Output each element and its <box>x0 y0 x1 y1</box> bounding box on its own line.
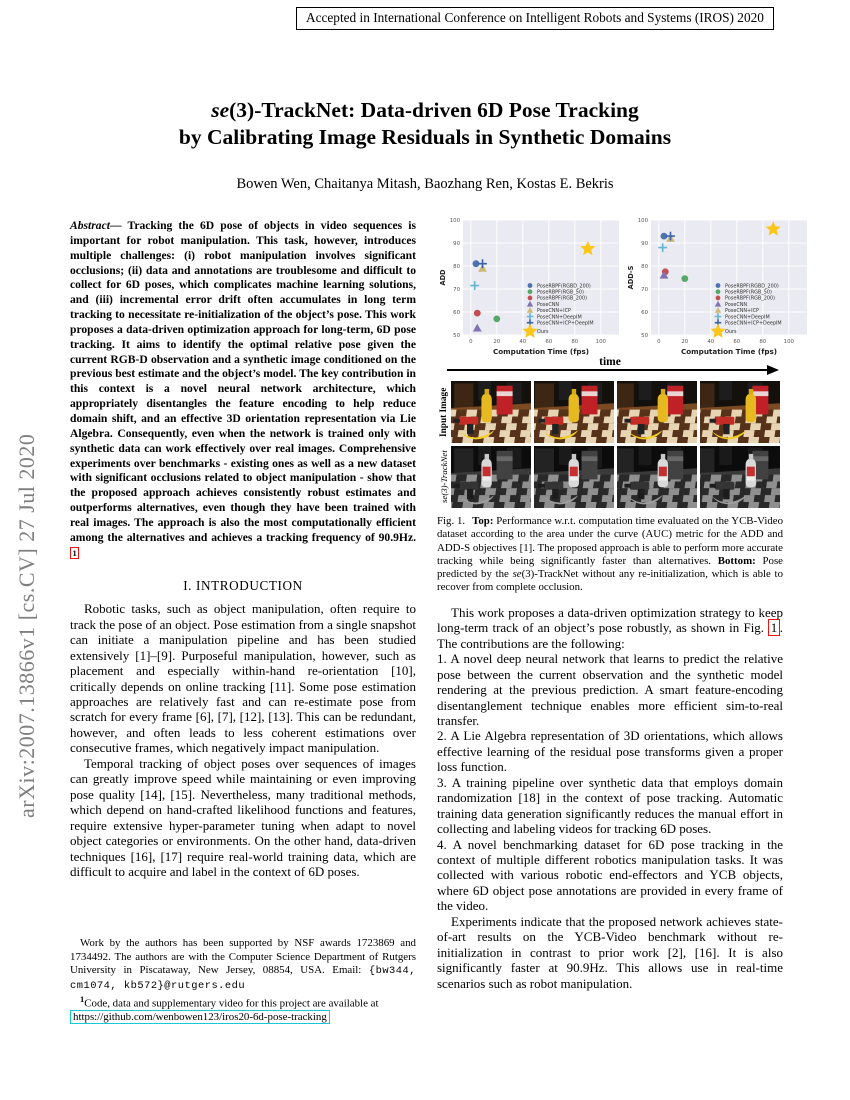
svg-text:PoseRBPF(RGB_200): PoseRBPF(RGB_200) <box>725 295 775 302</box>
figure-frame <box>700 381 780 443</box>
right-column-text <box>437 605 783 991</box>
svg-text:PoseRBPF(RGB_50): PoseRBPF(RGB_50) <box>537 289 584 296</box>
figure-frame <box>617 446 697 508</box>
svg-text:PoseCNN+ICP+DeepIM: PoseCNN+ICP+DeepIM <box>537 320 594 327</box>
svg-text:80: 80 <box>453 264 460 270</box>
abstract-label: Abstract— <box>70 219 122 232</box>
contribution-4: 4. A novel benchmarking dataset for 6D pose tracking in the context of multiple different robotics manipulation tasks. It was collected with various robotic end-effectors and YCB objects, where 6D object pose annotations are provided in every frame of the video. <box>437 836 783 914</box>
svg-text:PoseCNN: PoseCNN <box>725 301 748 308</box>
svg-text:Computation Time (fps): Computation Time (fps) <box>680 347 778 356</box>
svg-text:70: 70 <box>641 287 648 293</box>
abstract <box>70 219 416 565</box>
intro-paragraph-2: Temporal tracking of object poses over sequences of images can greatly improve speed while maintaining or even improving pose quality [14], [15]. Nevertheless, many traditional methods, which depend on hand-crafted likelihood functions and features, require extensive hyper-parameter tuning when adapt to novel object categories or environments. On the other hand, data-driven techniques [16], [17] require real-world training data, which are difficult to acquire and label in the context of 6D poses. <box>70 755 416 879</box>
figure-frame <box>451 446 531 508</box>
svg-text:80: 80 <box>571 339 579 345</box>
svg-text:20: 20 <box>681 339 689 345</box>
svg-text:ADD: ADD <box>439 269 447 286</box>
svg-text:PoseCNN+DeepIM: PoseCNN+DeepIM <box>537 314 582 321</box>
accepted-banner: Accepted in International Conference on Intelligent Robots and Systems (IROS) 2020 <box>296 7 774 30</box>
input-image-strip <box>437 381 783 443</box>
authors-line: Bowen Wen, Chaitanya Mitash, Baozhang Ren, Kostas E. Bekris <box>236 176 614 192</box>
svg-text:100: 100 <box>783 339 794 345</box>
figure-frame <box>700 446 780 508</box>
left-column <box>70 219 416 879</box>
svg-text:ADD-S: ADD-S <box>627 265 635 290</box>
svg-text:60: 60 <box>641 310 648 316</box>
svg-text:70: 70 <box>453 287 460 293</box>
svg-text:PoseRBPF(RGB_50): PoseRBPF(RGB_50) <box>725 289 772 296</box>
svg-text:80: 80 <box>641 264 648 270</box>
paper-title-line2: by Calibrating Image Residuals in Synthetic Domains <box>178 125 672 149</box>
input-image-frames <box>451 381 780 443</box>
input-photo-frame <box>534 381 614 443</box>
paper-title-line1: se(3)-TrackNet: Data-driven 6D Pose Tracking <box>211 98 639 122</box>
tracknet-render-frame <box>451 446 531 508</box>
svg-text:40: 40 <box>519 339 527 345</box>
svg-text:90: 90 <box>453 241 460 247</box>
input-photo-frame <box>617 381 697 443</box>
svg-text:PoseCNN: PoseCNN <box>537 301 560 308</box>
chart-add <box>437 213 625 359</box>
svg-text:20: 20 <box>493 339 501 345</box>
time-arrow <box>441 360 779 376</box>
se3-math: se <box>211 98 230 122</box>
svg-text:PoseRBPF(RGBD_200): PoseRBPF(RGBD_200) <box>725 283 779 290</box>
figure-frame <box>451 381 531 443</box>
input-image-label: Input Image <box>439 387 449 437</box>
right-column <box>437 213 794 991</box>
svg-text:60: 60 <box>733 339 741 345</box>
abstract-footnote-marker: 1 <box>70 547 79 559</box>
figure-frame <box>534 381 614 443</box>
svg-text:100: 100 <box>449 218 460 224</box>
footnote-block <box>70 937 416 1025</box>
experiments-paragraph: Experiments indicate that the proposed network achieves state-of-art results on the YCB-Video benchmark without re-initialization in contrast to prior work [2], [16]. It is also significantly faster at 90.9Hz. This allows use in real-time scenarios such as robot manipulation. <box>437 913 783 991</box>
svg-text:Ours: Ours <box>537 329 549 336</box>
svg-text:Ours: Ours <box>725 329 737 336</box>
footnote-code: $^1$Code, data and supplementary video for this project are available at https://github.com/wenbowen123/iros20-6d-pose-tracking <box>70 993 416 1025</box>
svg-text:PoseCNN+DeepIM: PoseCNN+DeepIM <box>725 314 770 321</box>
svg-text:PoseCNN+ICP+DeepIM: PoseCNN+ICP+DeepIM <box>725 320 782 327</box>
figure-frame <box>534 446 614 508</box>
contribution-1: 1. A novel deep neural network that learns to predict the relative pose between the current observation and the synthetic model rendering at the previous prediction. A smart feature-encoding disentanglement technique enables more efficient sim-to-real transfer. <box>437 651 783 728</box>
svg-text:PoseRBPF(RGBD_200): PoseRBPF(RGBD_200) <box>537 283 591 290</box>
svg-text:100: 100 <box>637 218 648 224</box>
email-text: {bw344, cm1074, kb572}@rutgers.edu <box>70 965 416 992</box>
tracknet-render-frame <box>617 446 697 508</box>
contribution-2: 2. A Lie Algebra representation of 3D orientations, which allows effective learning of the residual pose transforms given a proper loss function. <box>437 728 783 775</box>
fig1-reference[interactable]: 1 <box>768 619 780 636</box>
tracknet-frames <box>451 446 780 508</box>
arxiv-sidebar-text: arXiv:2007.13866v1 [cs.CV] 27 Jul 2020 <box>14 433 39 818</box>
input-photo-frame <box>700 381 780 443</box>
svg-text:40: 40 <box>707 339 715 345</box>
svg-text:PoseCNN+ICP: PoseCNN+ICP <box>537 308 571 315</box>
tracknet-label: se(3)-TrackNet <box>439 450 449 504</box>
svg-text:PoseCNN+ICP: PoseCNN+ICP <box>725 308 759 315</box>
contributions-intro: This work proposes a data-driven optimization strategy to keep long-term track of an object’s pose robustly, as shown in Fig. 1 . The contributions are the following: <box>437 604 783 651</box>
caption-fig-label: Fig. 1. <box>437 515 466 527</box>
svg-text:90: 90 <box>641 241 648 247</box>
figure1-charts <box>437 213 813 359</box>
section-heading-introduction: I. INTRODUCTION <box>183 578 303 594</box>
svg-text:100: 100 <box>595 339 606 345</box>
intro-paragraph-1: Robotic tasks, such as object manipulation, often require to track the pose of an object. Pose estimation from a single snapshot can initiate a manipulation pipeline and has been studied extensively [1]–[9]. Purposeful manipulation, however, such as placement and especially within-hand re-orientation [10], critically depends on online tracking [11]. Some pose estimation approaches are relatively fast and can re-estimate pose from scratch for every frame [6], [7], [12], [13]. This can be redundant, however, and often leads to less coherent estimations over consecutive frames, which negatively impact manipulation. <box>70 601 416 756</box>
svg-text:0: 0 <box>469 339 473 345</box>
svg-text:50: 50 <box>641 333 648 339</box>
figure-frame <box>617 381 697 443</box>
tracknet-strip <box>437 446 783 508</box>
abstract-text: Tracking the 6D pose of objects in video sequences is important for robot manipulation. This task, however, introduces multiple challenges: (i) robot manipulation involves significant occlusions; (ii) data and annotations are troublesome and difficult to collect for 6D poses, which complicates machine learning solutions, and (iii) incremental error drift often accumulates in long term tracking to necessitate re-initialization of the object’s pose. This work proposes a data-driven optimization approach for long-term, 6D pose tracking. It aims to identify the optimal relative pose given the current RGB-D observation and a synthetic image conditioned on the previous best estimate and the object’s model. The key contribution in this context is a novel neural network architecture, which appropriately disentangles the feature encoding to help reduce domain shift, and an effective 3D orientation representation via Lie Algebra. Consequently, even when the network is trained only with synthetic data can work effectively over real images. Comprehensive experiments over benchmarks - existing ones as well as a new dataset with significant occlusions related to object manipulation - show that the proposed approach achieves consistently robust estimates and outperforms alternatives, even though they have been trained with real images. The approach is also the most computationally efficient among the alternatives and achieves a tracking frequency of 90.9Hz. <box>70 219 416 544</box>
svg-text:Computation Time (fps): Computation Time (fps) <box>492 347 590 356</box>
time-axis <box>437 356 783 378</box>
time-label: time <box>599 356 621 368</box>
figure1-caption: Fig. 1. Top: Performance w.r.t. computation time evaluated on the YCB-Video dataset according to the area under the curve (AUC) metric for the ADD and ADD-S objectives [1]. The proposed approach is able to perform more accurate tracking while being significantly faster than alternatives. Bottom: Pose predicted by the se(3)-TrackNet without any re-initialization, which is able to recover from complete occlusion. <box>437 515 783 594</box>
svg-text:0: 0 <box>657 339 661 345</box>
input-photo-frame <box>451 381 531 443</box>
svg-text:50: 50 <box>453 333 460 339</box>
footnote-support: Work by the authors has been supported by NSF awards 1723869 and 1734492. The authors are with the Computer Science Department of Rutgers University in Piscataway, New Jersey, 08854, USA. Email: {bw344, cm1074, kb572}@rutgers.edu <box>70 937 416 992</box>
svg-text:PoseRBPF(RGB_200): PoseRBPF(RGB_200) <box>537 295 587 302</box>
svg-text:80: 80 <box>759 339 767 345</box>
github-link[interactable]: https://github.com/wenbowen123/iros20-6d-pose-tracking <box>70 1010 330 1024</box>
svg-text:60: 60 <box>453 310 460 316</box>
svg-text:60: 60 <box>545 339 553 345</box>
paper-title <box>0 97 850 151</box>
tracknet-render-frame <box>700 446 780 508</box>
contribution-3: 3. A training pipeline over synthetic data that employs domain randomization [18] in the context of pose tracking. Automatic training data generation significantly reduces the manual effort in collecting and labeling videos for tracking 6D poses. <box>437 774 783 837</box>
chart-add-s <box>625 213 813 359</box>
tracknet-render-frame <box>534 446 614 508</box>
